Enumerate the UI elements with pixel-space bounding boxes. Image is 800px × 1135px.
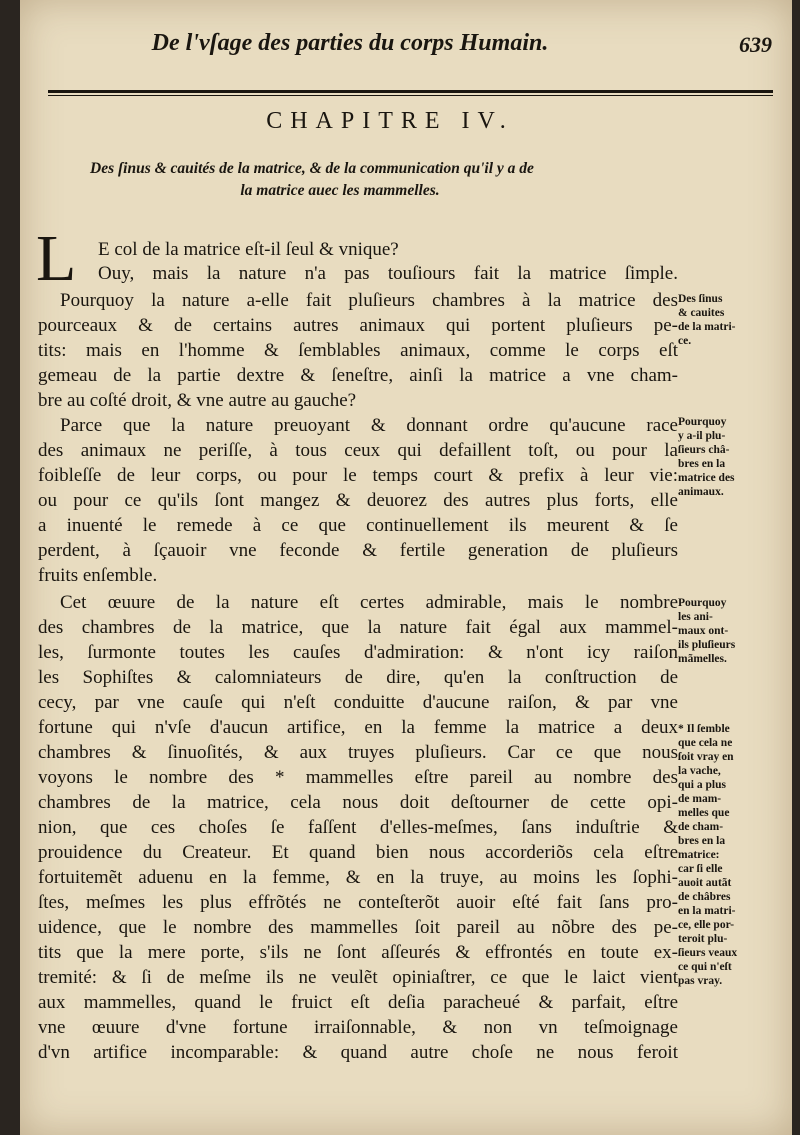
body-line: Parce que la nature preuoyant & donnant ordre qu'aucune race — [60, 415, 678, 436]
header-rule-thin — [48, 95, 773, 96]
body-line: Cet œuure de la nature eſt certes admirable, mais le nombre — [60, 592, 678, 613]
margin-note: Pourquoy y a-il plu- ſieurs châ- bres en la matrice des animaux. — [678, 416, 735, 498]
body-line: ou pour ce qu'ils ſont mangez & deuorez des autres plus forts, elle — [38, 490, 678, 511]
body-line: a inuenté le remede à ce que continuellement ils meurent & ſe — [38, 515, 678, 536]
book-page — [20, 0, 792, 1135]
body-line: uidence, que le nombre des mammelles ſoit pareil au nõbre des pe- — [38, 917, 678, 938]
body-line: fortuitemẽt aduenu en la femme, & en la truye, au moins les ſophi- — [38, 867, 678, 888]
body-line: les, ſurmonte toutes les cauſes d'admiration: & n'ont icy raiſon — [38, 642, 678, 663]
body-line: chambres & ſinuoſités, & aux truyes pluſieurs. Car ce que nous — [38, 742, 678, 763]
body-line: vne œuure d'vne fortune irraiſonnable, & non vn teſmoignage — [38, 1017, 678, 1038]
body-line: des chambres de la matrice, que la nature fait égal aux mammel- — [38, 617, 678, 638]
body-line: prouidence du Createur. Et quand bien nous accorderiõs cela eſtre — [38, 842, 678, 863]
margin-note: Des ſinus & cauites de la matri- ce. — [678, 293, 736, 347]
running-title: De l'vſage des parties du corps Humain. — [151, 30, 549, 56]
body-line: les Sophiſtes & calomniateurs de dire, qu'en la conſtruction de — [38, 667, 678, 688]
body-line: des animaux ne periſſe, à tous ceux qui defaillent toſt, ou pour la — [38, 440, 678, 461]
body-line: nion, que ces choſes ſe faſſent d'elles-meſmes, ſans induſtrie & — [38, 817, 678, 838]
body-line: tremité: & ſi de meſme ils ne veulẽt opiniaſtrer, ce que le laict vient — [38, 967, 678, 988]
body-line: pourceaux & de certains autres animaux qui portent pluſieurs pe- — [38, 315, 678, 336]
body-line: fortune qui n'vſe d'aucun artifice, en la femme la matrice a deux — [38, 717, 678, 738]
subtitle-line-1: Des ſinus & cauités de la matrice, & de la communication qu'il y a de — [90, 160, 534, 177]
body-line: E col de la matrice eſt-il ſeul & vnique? — [98, 239, 399, 260]
body-line: cecy, par vne cauſe qui n'eſt conduitte d'aucune raiſon, & par vne — [38, 692, 678, 713]
body-line: bre au coſté droit, & vne autre au gauche? — [38, 390, 357, 411]
body-line: d'vn artifice incomparable: & quand autre choſe ne nous feroit — [38, 1042, 678, 1063]
body-line: perdent, à ſçauoir vne feconde & fertile generation de pluſieurs — [38, 540, 678, 561]
body-line: foibleſſe de leur corps, ou pour le temps court & prefix à leur vie: — [38, 465, 678, 486]
drop-cap: L — [36, 222, 77, 295]
body-line: Pourquoy la nature a-elle fait pluſieurs chambres à la matrice des — [60, 290, 678, 311]
body-line: aux mammelles, quand le fruict eſt deſia paracheué & parfait, eſtre — [38, 992, 678, 1013]
body-line: chambres de la matrice, cela nous doit deſtourner de cette opi- — [38, 792, 678, 813]
margin-note: * Il ſemble que cela ne ſoit vray en la vache, qui a plus de mam- melles que de cham- bres en la matrice: car ſi elle auoit autãt de châbres en la matri- ce, elle por- teroit plu- ſieurs veaux ce qui n'eſt pas vray. — [678, 723, 738, 987]
body-line: voyons le nombre des * mammelles eſtre pareil au nombre des — [38, 767, 678, 788]
body-line: gemeau de la partie dextre & ſeneſtre, ainſi la matrice a vne cham- — [38, 365, 678, 386]
subtitle-line-2: la matrice auec les mammelles. — [240, 182, 440, 199]
body-line: tits: mais en l'homme & ſemblables animaux, comme le corps eſt — [38, 340, 678, 361]
body-line: Ouy, mais la nature n'a pas touſiours fait la matrice ſimple. — [98, 263, 678, 284]
chapter-title: CHAPITRE IV. — [266, 108, 514, 134]
header-rule — [48, 90, 773, 93]
body-line: ſtes, meſmes les plus effrõtés ne conteſterõt auoir eſté fait ſans pro- — [38, 892, 678, 913]
margin-note: Pourquoy les ani- maux ont- ils pluſieurs mãmelles. — [678, 597, 736, 665]
body-line: tits que la mere porte, s'ils ne ſont aſſeurés & effrontés en toute ex- — [38, 942, 678, 963]
page-number: 639 — [739, 32, 772, 57]
body-line: fruits enſemble. — [38, 565, 158, 586]
chapter-subtitle — [90, 158, 710, 202]
